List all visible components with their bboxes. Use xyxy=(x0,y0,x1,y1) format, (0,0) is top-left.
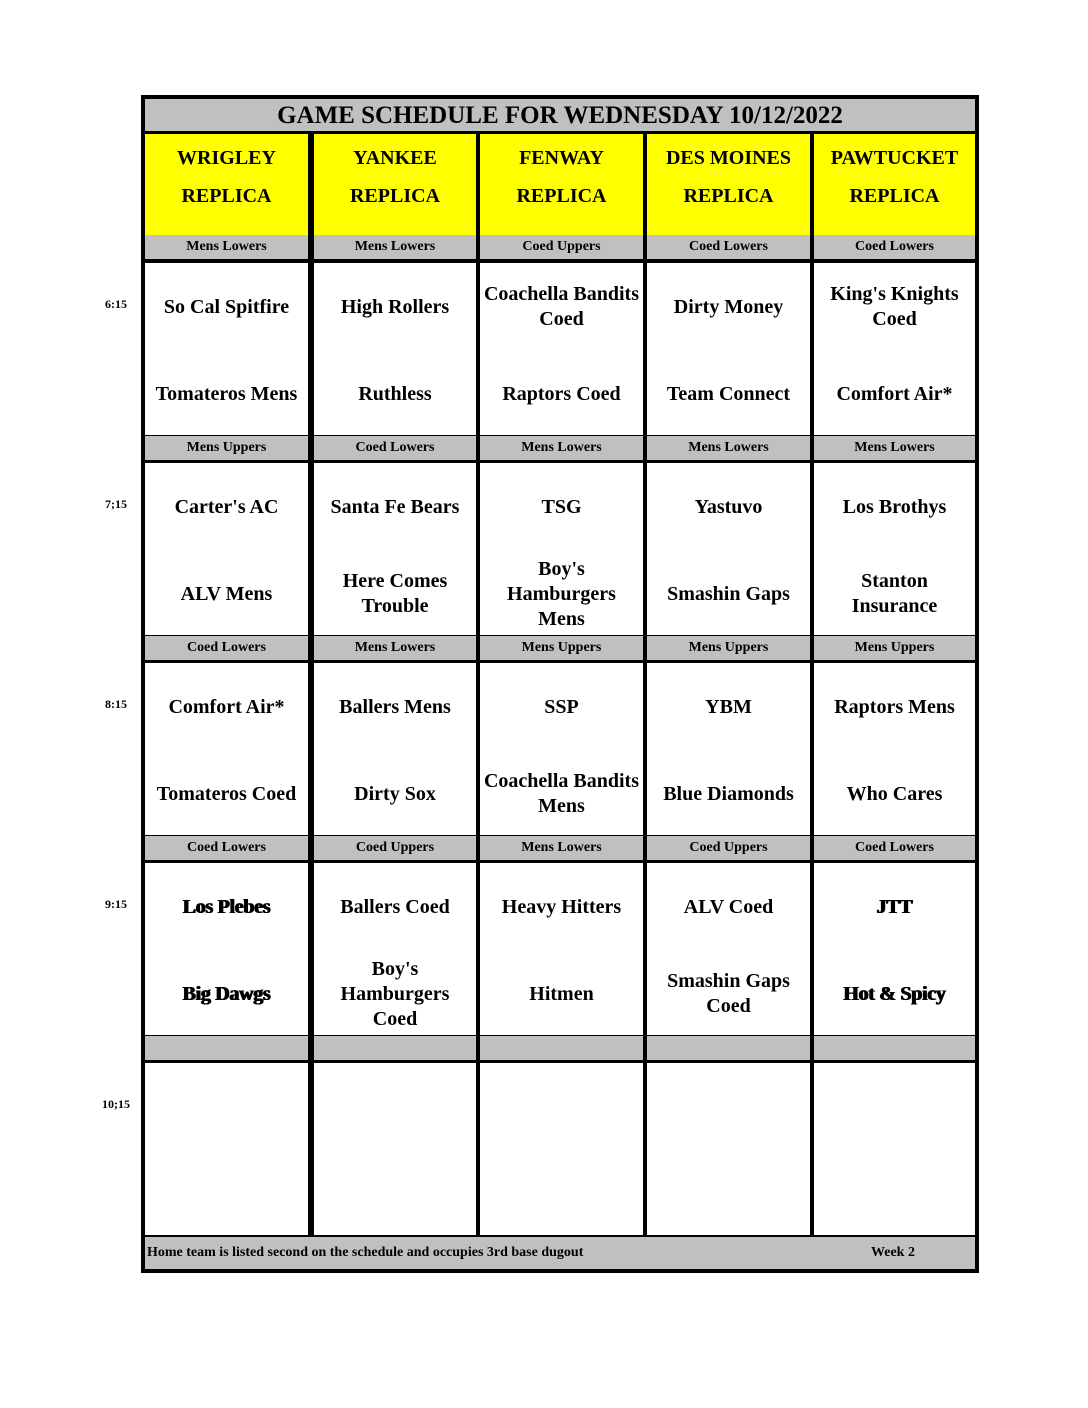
division-label: Coed Uppers xyxy=(314,836,476,860)
game-cell xyxy=(480,263,643,435)
division-label: Mens Lowers xyxy=(647,436,810,460)
away-team xyxy=(145,1067,308,1147)
home-team: Who Cares xyxy=(846,782,943,805)
division-label: Coed Lowers xyxy=(314,436,476,460)
game-cell xyxy=(480,663,643,835)
home-team: Dirty Sox xyxy=(354,782,436,805)
away-team: High Rollers xyxy=(340,295,450,318)
home-team: Boy's Hamburgers Mens xyxy=(507,557,616,630)
away-team: Los Plebes xyxy=(182,895,271,918)
division-label xyxy=(480,1036,643,1060)
field-type: REPLICA xyxy=(683,185,774,207)
game-cell xyxy=(314,863,476,1035)
field-header-4 xyxy=(647,134,810,235)
game-cell xyxy=(145,863,308,1035)
home-team: Hot & Spicy xyxy=(843,982,946,1005)
away-team: Dirty Money xyxy=(673,295,784,318)
game-cell xyxy=(647,663,810,835)
field-name: DES MOINES xyxy=(665,147,792,169)
away-team: Ballers Coed xyxy=(340,895,450,918)
game-cell xyxy=(480,463,643,635)
home-team: Tomateros Mens xyxy=(155,382,298,405)
away-team: SSP xyxy=(544,695,579,718)
game-cell xyxy=(145,463,308,635)
division-label: Mens Uppers xyxy=(647,636,810,660)
field-name: PAWTUCKET xyxy=(830,147,959,169)
field-type: REPLICA xyxy=(516,185,607,207)
field-type: REPLICA xyxy=(849,185,940,207)
game-cell xyxy=(814,263,975,435)
away-team: Coachella Bandits Coed xyxy=(483,283,640,330)
home-team-note: Home team is listed second on the schedule and occupies 3rd base dugout xyxy=(147,1245,584,1260)
division-label xyxy=(814,1036,975,1060)
home-team: Big Dawgs xyxy=(182,982,271,1005)
game-cell xyxy=(647,263,810,435)
division-label: Coed Uppers xyxy=(480,235,643,259)
division-label: Mens Uppers xyxy=(814,636,975,660)
game-cell xyxy=(480,1063,643,1235)
field-header-2 xyxy=(314,134,476,235)
game-cell xyxy=(314,663,476,835)
schedule-footer xyxy=(145,1237,975,1269)
home-team: Smashin Gaps Coed xyxy=(667,970,790,1017)
game-cell xyxy=(480,863,643,1035)
division-label: Mens Lowers xyxy=(314,235,476,259)
away-team: TSG xyxy=(541,495,582,518)
away-team: ALV Coed xyxy=(683,895,774,918)
home-team: Blue Diamonds xyxy=(663,782,794,805)
time-slot-label: 7;15 xyxy=(105,497,127,511)
game-schedule-table xyxy=(141,95,979,1273)
time-slot-label: 6:15 xyxy=(105,297,127,311)
division-label xyxy=(647,1036,810,1060)
game-cell xyxy=(145,1063,308,1235)
away-team: King's Knights Coed xyxy=(830,283,959,330)
game-cell xyxy=(647,463,810,635)
away-team xyxy=(814,1067,975,1147)
division-label: Mens Uppers xyxy=(145,436,308,460)
field-header-3 xyxy=(480,134,643,235)
time-slot-label: 9:15 xyxy=(105,897,127,911)
division-label: Coed Lowers xyxy=(145,836,308,860)
home-team: Raptors Coed xyxy=(502,382,621,405)
division-label: Mens Uppers xyxy=(480,636,643,660)
away-team: Carter's AC xyxy=(174,495,279,518)
field-type: REPLICA xyxy=(181,185,272,207)
away-team: Yastuvo xyxy=(694,495,763,518)
away-team xyxy=(480,1067,643,1147)
away-team: YBM xyxy=(705,695,752,718)
division-label: Coed Uppers xyxy=(647,836,810,860)
away-team: Los Brothys xyxy=(842,495,947,518)
game-cell xyxy=(814,1063,975,1235)
home-team xyxy=(647,1154,810,1234)
away-team: Comfort Air* xyxy=(168,695,285,718)
home-team xyxy=(314,1154,476,1234)
game-cell xyxy=(314,1063,476,1235)
home-team: Hitmen xyxy=(529,982,594,1005)
away-team: So Cal Spitfire xyxy=(163,295,290,318)
time-slot-label: 8:15 xyxy=(105,697,127,711)
field-name: FENWAY xyxy=(519,147,604,169)
game-cell xyxy=(145,663,308,835)
time-slot-label: 10;15 xyxy=(102,1097,130,1111)
game-cell xyxy=(145,263,308,435)
schedule-title: GAME SCHEDULE FOR WEDNESDAY 10/12/2022 xyxy=(145,99,975,134)
home-team xyxy=(480,1154,643,1234)
field-header-1 xyxy=(145,134,308,235)
division-label: Mens Lowers xyxy=(145,235,308,259)
home-team: Stanton Insurance xyxy=(851,570,938,617)
home-team: Comfort Air* xyxy=(836,382,953,405)
game-cell xyxy=(314,463,476,635)
home-team: Ruthless xyxy=(358,382,432,405)
away-team xyxy=(647,1067,810,1147)
away-team: Heavy Hitters xyxy=(501,895,622,918)
game-cell xyxy=(814,463,975,635)
division-label: Coed Lowers xyxy=(647,235,810,259)
field-header-5 xyxy=(814,134,975,235)
home-team: ALV Mens xyxy=(180,582,273,605)
away-team: JTT xyxy=(876,895,913,918)
home-team: Coachella Bandits Mens xyxy=(483,770,640,817)
game-cell xyxy=(814,663,975,835)
home-team: Tomateros Coed xyxy=(156,782,297,805)
division-label: Mens Lowers xyxy=(314,636,476,660)
field-name: WRIGLEY xyxy=(177,147,276,169)
field-name: YANKEE xyxy=(353,147,437,169)
game-cell xyxy=(647,1063,810,1235)
division-label: Mens Lowers xyxy=(480,436,643,460)
field-type: REPLICA xyxy=(349,185,440,207)
division-label: Coed Lowers xyxy=(814,235,975,259)
week-label: Week 2 xyxy=(871,1245,915,1260)
division-label xyxy=(314,1036,476,1060)
home-team: Smashin Gaps xyxy=(667,582,790,605)
home-team: Here Comes Trouble xyxy=(342,570,448,617)
home-team: Boy's Hamburgers Coed xyxy=(340,957,450,1030)
division-label: Coed Lowers xyxy=(814,836,975,860)
game-cell xyxy=(814,863,975,1035)
home-team xyxy=(814,1154,975,1234)
division-label: Coed Lowers xyxy=(145,636,308,660)
game-cell xyxy=(647,863,810,1035)
division-label: Mens Lowers xyxy=(814,436,975,460)
division-label: Mens Lowers xyxy=(480,836,643,860)
away-team xyxy=(314,1067,476,1147)
home-team xyxy=(145,1154,308,1234)
away-team: Raptors Mens xyxy=(834,695,955,718)
home-team: Team Connect xyxy=(666,382,791,405)
away-team: Ballers Mens xyxy=(339,695,451,718)
away-team: Santa Fe Bears xyxy=(330,495,460,518)
game-cell xyxy=(314,263,476,435)
division-label xyxy=(145,1036,308,1060)
